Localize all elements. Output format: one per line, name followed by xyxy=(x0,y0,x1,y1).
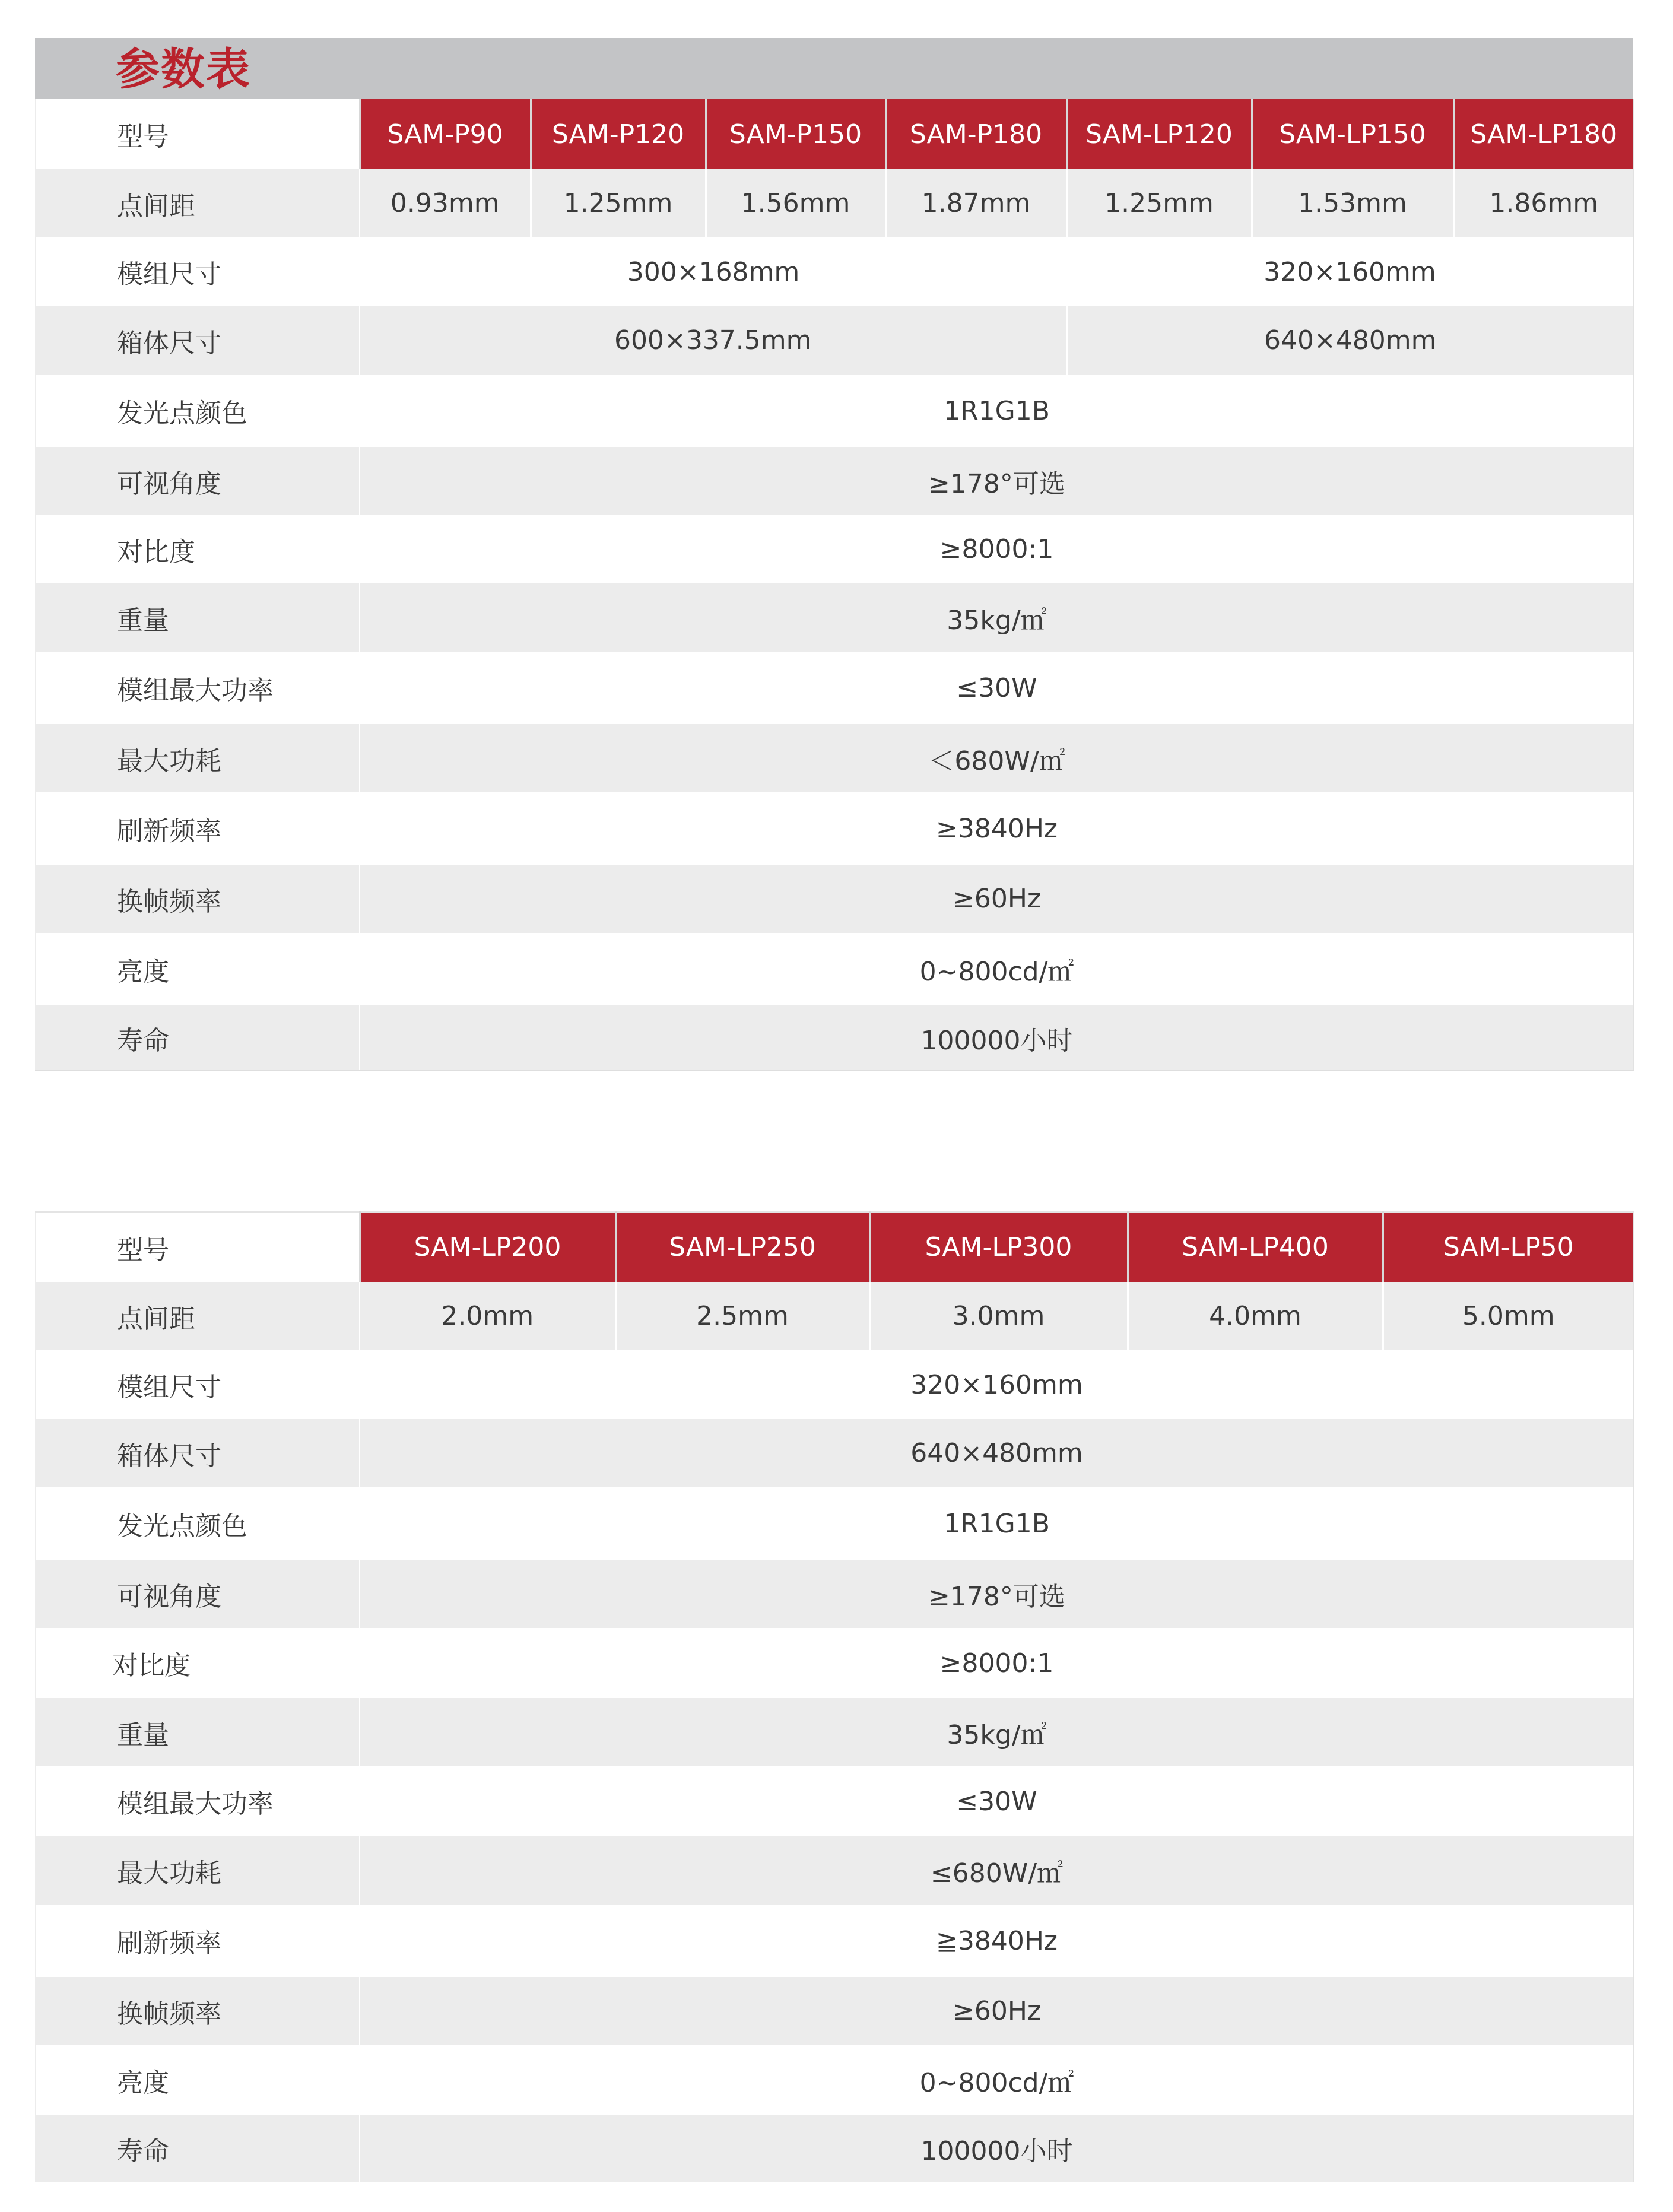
row-label: 可视角度 xyxy=(36,447,360,515)
row-value: ≥8000:1 xyxy=(360,515,1634,583)
row-label: 亮度 xyxy=(36,2045,360,2115)
row-label: 模组尺寸 xyxy=(36,237,360,306)
row-label: 重量 xyxy=(36,1698,360,1766)
row-value: 1R1G1B xyxy=(360,375,1634,447)
table-row xyxy=(36,99,1634,169)
pitch-value: 1.56mm xyxy=(706,169,885,237)
pitch-value: 0.93mm xyxy=(360,169,531,237)
table-row xyxy=(36,306,1634,375)
row-value: 0~800cd/㎡ xyxy=(360,2045,1634,2115)
table-row xyxy=(36,447,1634,515)
table-row xyxy=(36,1628,1634,1698)
cabinet-size-value: 640×480mm xyxy=(1066,306,1634,375)
table-row xyxy=(36,1836,1634,1905)
row-value: ≧3840Hz xyxy=(360,1905,1634,1977)
row-label: 刷新频率 xyxy=(36,792,360,865)
table-row xyxy=(36,792,1634,865)
table-row xyxy=(36,2115,1634,2182)
pitch-value: 3.0mm xyxy=(869,1282,1128,1350)
row-value: ≥178°可选 xyxy=(360,447,1634,515)
row-label: 点间距 xyxy=(36,1282,360,1350)
row-value: 100000小时 xyxy=(360,2115,1634,2182)
table-row xyxy=(36,2045,1634,2115)
row-label: 箱体尺寸 xyxy=(36,1419,360,1487)
table-row xyxy=(36,1282,1634,1350)
model-header: SAM-LP180 xyxy=(1453,99,1634,169)
row-value: ≥8000:1 xyxy=(360,1628,1634,1698)
model-header: SAM-LP200 xyxy=(360,1212,615,1282)
table-row xyxy=(36,583,1634,652)
table-row xyxy=(36,515,1634,583)
model-header: SAM-LP300 xyxy=(869,1212,1128,1282)
table-row xyxy=(36,652,1634,724)
row-label: 模组最大功率 xyxy=(36,1766,360,1836)
row-value: 100000小时 xyxy=(360,1005,1634,1071)
pitch-value: 4.0mm xyxy=(1128,1282,1383,1350)
page-title: 参数表 xyxy=(116,44,251,95)
row-label: 寿命 xyxy=(36,1005,360,1071)
model-header: SAM-P150 xyxy=(706,99,885,169)
table-row xyxy=(36,169,1634,237)
row-value: ≤680W/㎡ xyxy=(360,1836,1634,1905)
table-row xyxy=(36,1905,1634,1977)
row-label: 对比度 xyxy=(36,1628,360,1698)
row-label: 换帧频率 xyxy=(36,865,360,933)
pitch-value: 2.0mm xyxy=(360,1282,615,1350)
table-row xyxy=(36,1766,1634,1836)
row-value: ≥60Hz xyxy=(360,1977,1634,2045)
row-label: 发光点颜色 xyxy=(36,1487,360,1560)
table-row xyxy=(36,1487,1634,1560)
table-row xyxy=(36,375,1634,447)
pitch-value: 2.5mm xyxy=(615,1282,869,1350)
row-value: 320×160mm xyxy=(360,1350,1634,1419)
pitch-value: 5.0mm xyxy=(1383,1282,1634,1350)
row-value: 640×480mm xyxy=(360,1419,1634,1487)
spec-table-2 xyxy=(35,1211,1634,2182)
row-label: 型号 xyxy=(36,99,360,169)
pitch-value: 1.86mm xyxy=(1453,169,1634,237)
row-value: 35kg/㎡ xyxy=(360,583,1634,652)
model-header: SAM-LP150 xyxy=(1252,99,1453,169)
pitch-value: 1.87mm xyxy=(885,169,1066,237)
module-size-value: 320×160mm xyxy=(1066,237,1634,306)
row-label: 发光点颜色 xyxy=(36,375,360,447)
model-header: SAM-LP50 xyxy=(1383,1212,1634,1282)
model-header: SAM-LP400 xyxy=(1128,1212,1383,1282)
cabinet-size-value: 600×337.5mm xyxy=(360,306,1066,375)
row-label: 点间距 xyxy=(36,169,360,237)
table-row xyxy=(36,865,1634,933)
row-label: 寿命 xyxy=(36,2115,360,2182)
row-value: ≥60Hz xyxy=(360,865,1634,933)
table-row xyxy=(36,1419,1634,1487)
row-label: 模组最大功率 xyxy=(36,652,360,724)
row-label: 可视角度 xyxy=(36,1560,360,1628)
row-label: 重量 xyxy=(36,583,360,652)
table-row xyxy=(36,933,1634,1005)
row-value: 0~800cd/㎡ xyxy=(360,933,1634,1005)
row-label: 最大功耗 xyxy=(36,724,360,792)
row-label: 型号 xyxy=(36,1212,360,1282)
row-value: ≥178°可选 xyxy=(360,1560,1634,1628)
table-row xyxy=(36,1698,1634,1766)
table-row xyxy=(36,1977,1634,2045)
row-label: 换帧频率 xyxy=(36,1977,360,2045)
row-label: 对比度 xyxy=(36,515,360,583)
row-value: ≤30W xyxy=(360,1766,1634,1836)
model-header: SAM-P120 xyxy=(531,99,706,169)
model-header: SAM-LP120 xyxy=(1066,99,1252,169)
table-row xyxy=(36,1350,1634,1419)
table-row xyxy=(36,1005,1634,1071)
row-value: ＜680W/㎡ xyxy=(360,724,1634,792)
module-size-value: 300×168mm xyxy=(360,237,1066,306)
table-row xyxy=(36,1212,1634,1282)
table-row xyxy=(36,724,1634,792)
row-label: 模组尺寸 xyxy=(36,1350,360,1419)
row-value: 1R1G1B xyxy=(360,1487,1634,1560)
row-label: 亮度 xyxy=(36,933,360,1005)
model-header: SAM-P180 xyxy=(885,99,1066,169)
model-header: SAM-LP250 xyxy=(615,1212,869,1282)
row-label: 箱体尺寸 xyxy=(36,306,360,375)
model-header: SAM-P90 xyxy=(360,99,531,169)
row-value: ≥3840Hz xyxy=(360,792,1634,865)
table-row xyxy=(36,237,1634,306)
pitch-value: 1.25mm xyxy=(531,169,706,237)
row-value: ≤30W xyxy=(360,652,1634,724)
pitch-value: 1.53mm xyxy=(1252,169,1453,237)
pitch-value: 1.25mm xyxy=(1066,169,1252,237)
table-row xyxy=(36,1560,1634,1628)
row-label: 刷新频率 xyxy=(36,1905,360,1977)
title-bar xyxy=(35,38,1633,99)
row-value: 35kg/㎡ xyxy=(360,1698,1634,1766)
spec-table-1 xyxy=(35,99,1634,1071)
row-label: 最大功耗 xyxy=(36,1836,360,1905)
